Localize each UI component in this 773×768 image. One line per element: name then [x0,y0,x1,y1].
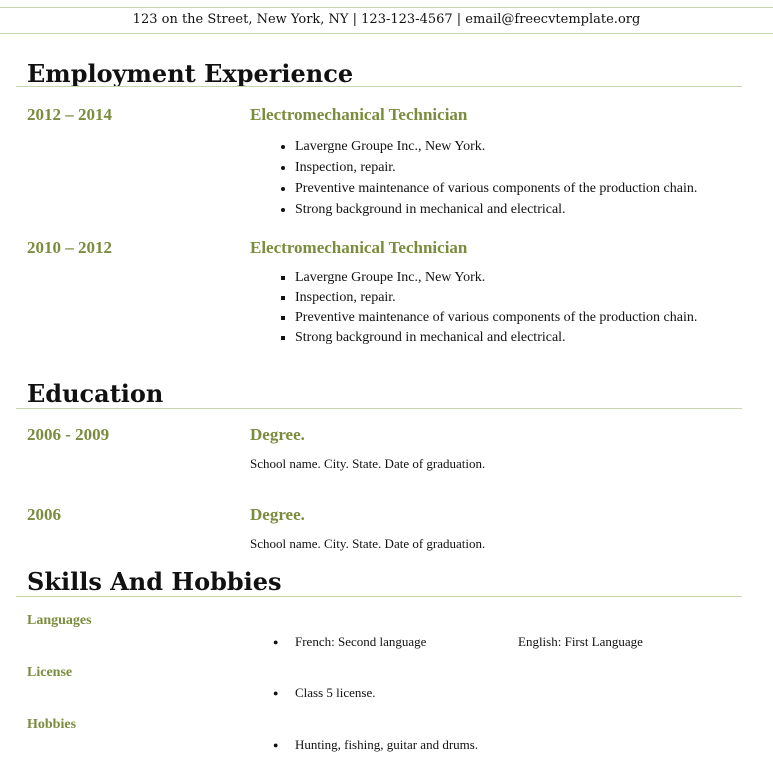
list-item: • Preventive maintenance of various components of the production chain. [295,178,697,199]
employment-entry-2-job-title: Electromechanical Technician [250,238,468,257]
languages-value: French: Second language [295,634,427,649]
list-item: • Strong background in mechanical and electrical. [295,199,697,220]
skills-divider [16,596,742,597]
employment-entry-1-job-title: Electromechanical Technician [250,105,468,124]
education-entry-1-degree: Degree. [250,425,305,444]
languages-item [273,634,427,650]
hobbies-value: Hunting, fishing, guitar and drums. [295,737,479,752]
list-item: ▪ Strong background in mechanical and electrical. [295,328,697,348]
education-section-title: Education [27,379,164,408]
education-entry-1-details: School name. City. State. Date of graduation. [250,456,486,471]
education-divider [16,408,742,409]
list-item: ▪ Lavergne Groupe Inc., New York. [295,268,697,288]
employment-entry-2-dates: 2010 – 2012 [27,238,112,257]
education-entry-2-degree: Degree. [250,505,305,524]
bullet-icon: ● [273,637,279,647]
contact-header: 123 on the Street, New York, NY | 123-123-4567 | email@freecvtemplate.org [0,7,773,34]
employment-entry-1-dates: 2012 – 2014 [27,105,112,124]
license-value: Class 5 license. [295,685,376,700]
languages-extra-value: English: First Language [518,634,643,649]
education-entry-2-details: School name. City. State. Date of graduation. [250,536,486,551]
list-item: ▪ Inspection, repair. [295,288,697,308]
employment-entry-2-bullets [250,268,697,348]
languages-label: Languages [27,613,92,628]
list-item: • Lavergne Groupe Inc., New York. [295,136,697,157]
license-label: License [27,665,73,680]
hobbies-item [273,737,479,753]
bullet-icon: ● [273,688,279,698]
employment-section-title: Employment Experience [27,59,354,86]
license-item [273,685,376,701]
employment-divider [16,86,742,87]
education-entry-1-dates: 2006 - 2009 [27,425,110,444]
skills-section-title: Skills And Hobbies [27,567,282,596]
education-entry-2-dates: 2006 [27,505,61,524]
hobbies-label: Hobbies [27,717,77,732]
list-item: • Inspection, repair. [295,157,697,178]
list-item: ▪ Preventive maintenance of various components of the production chain. [295,308,697,328]
employment-entry-1-bullets [250,136,697,220]
bullet-icon: ● [273,740,279,750]
